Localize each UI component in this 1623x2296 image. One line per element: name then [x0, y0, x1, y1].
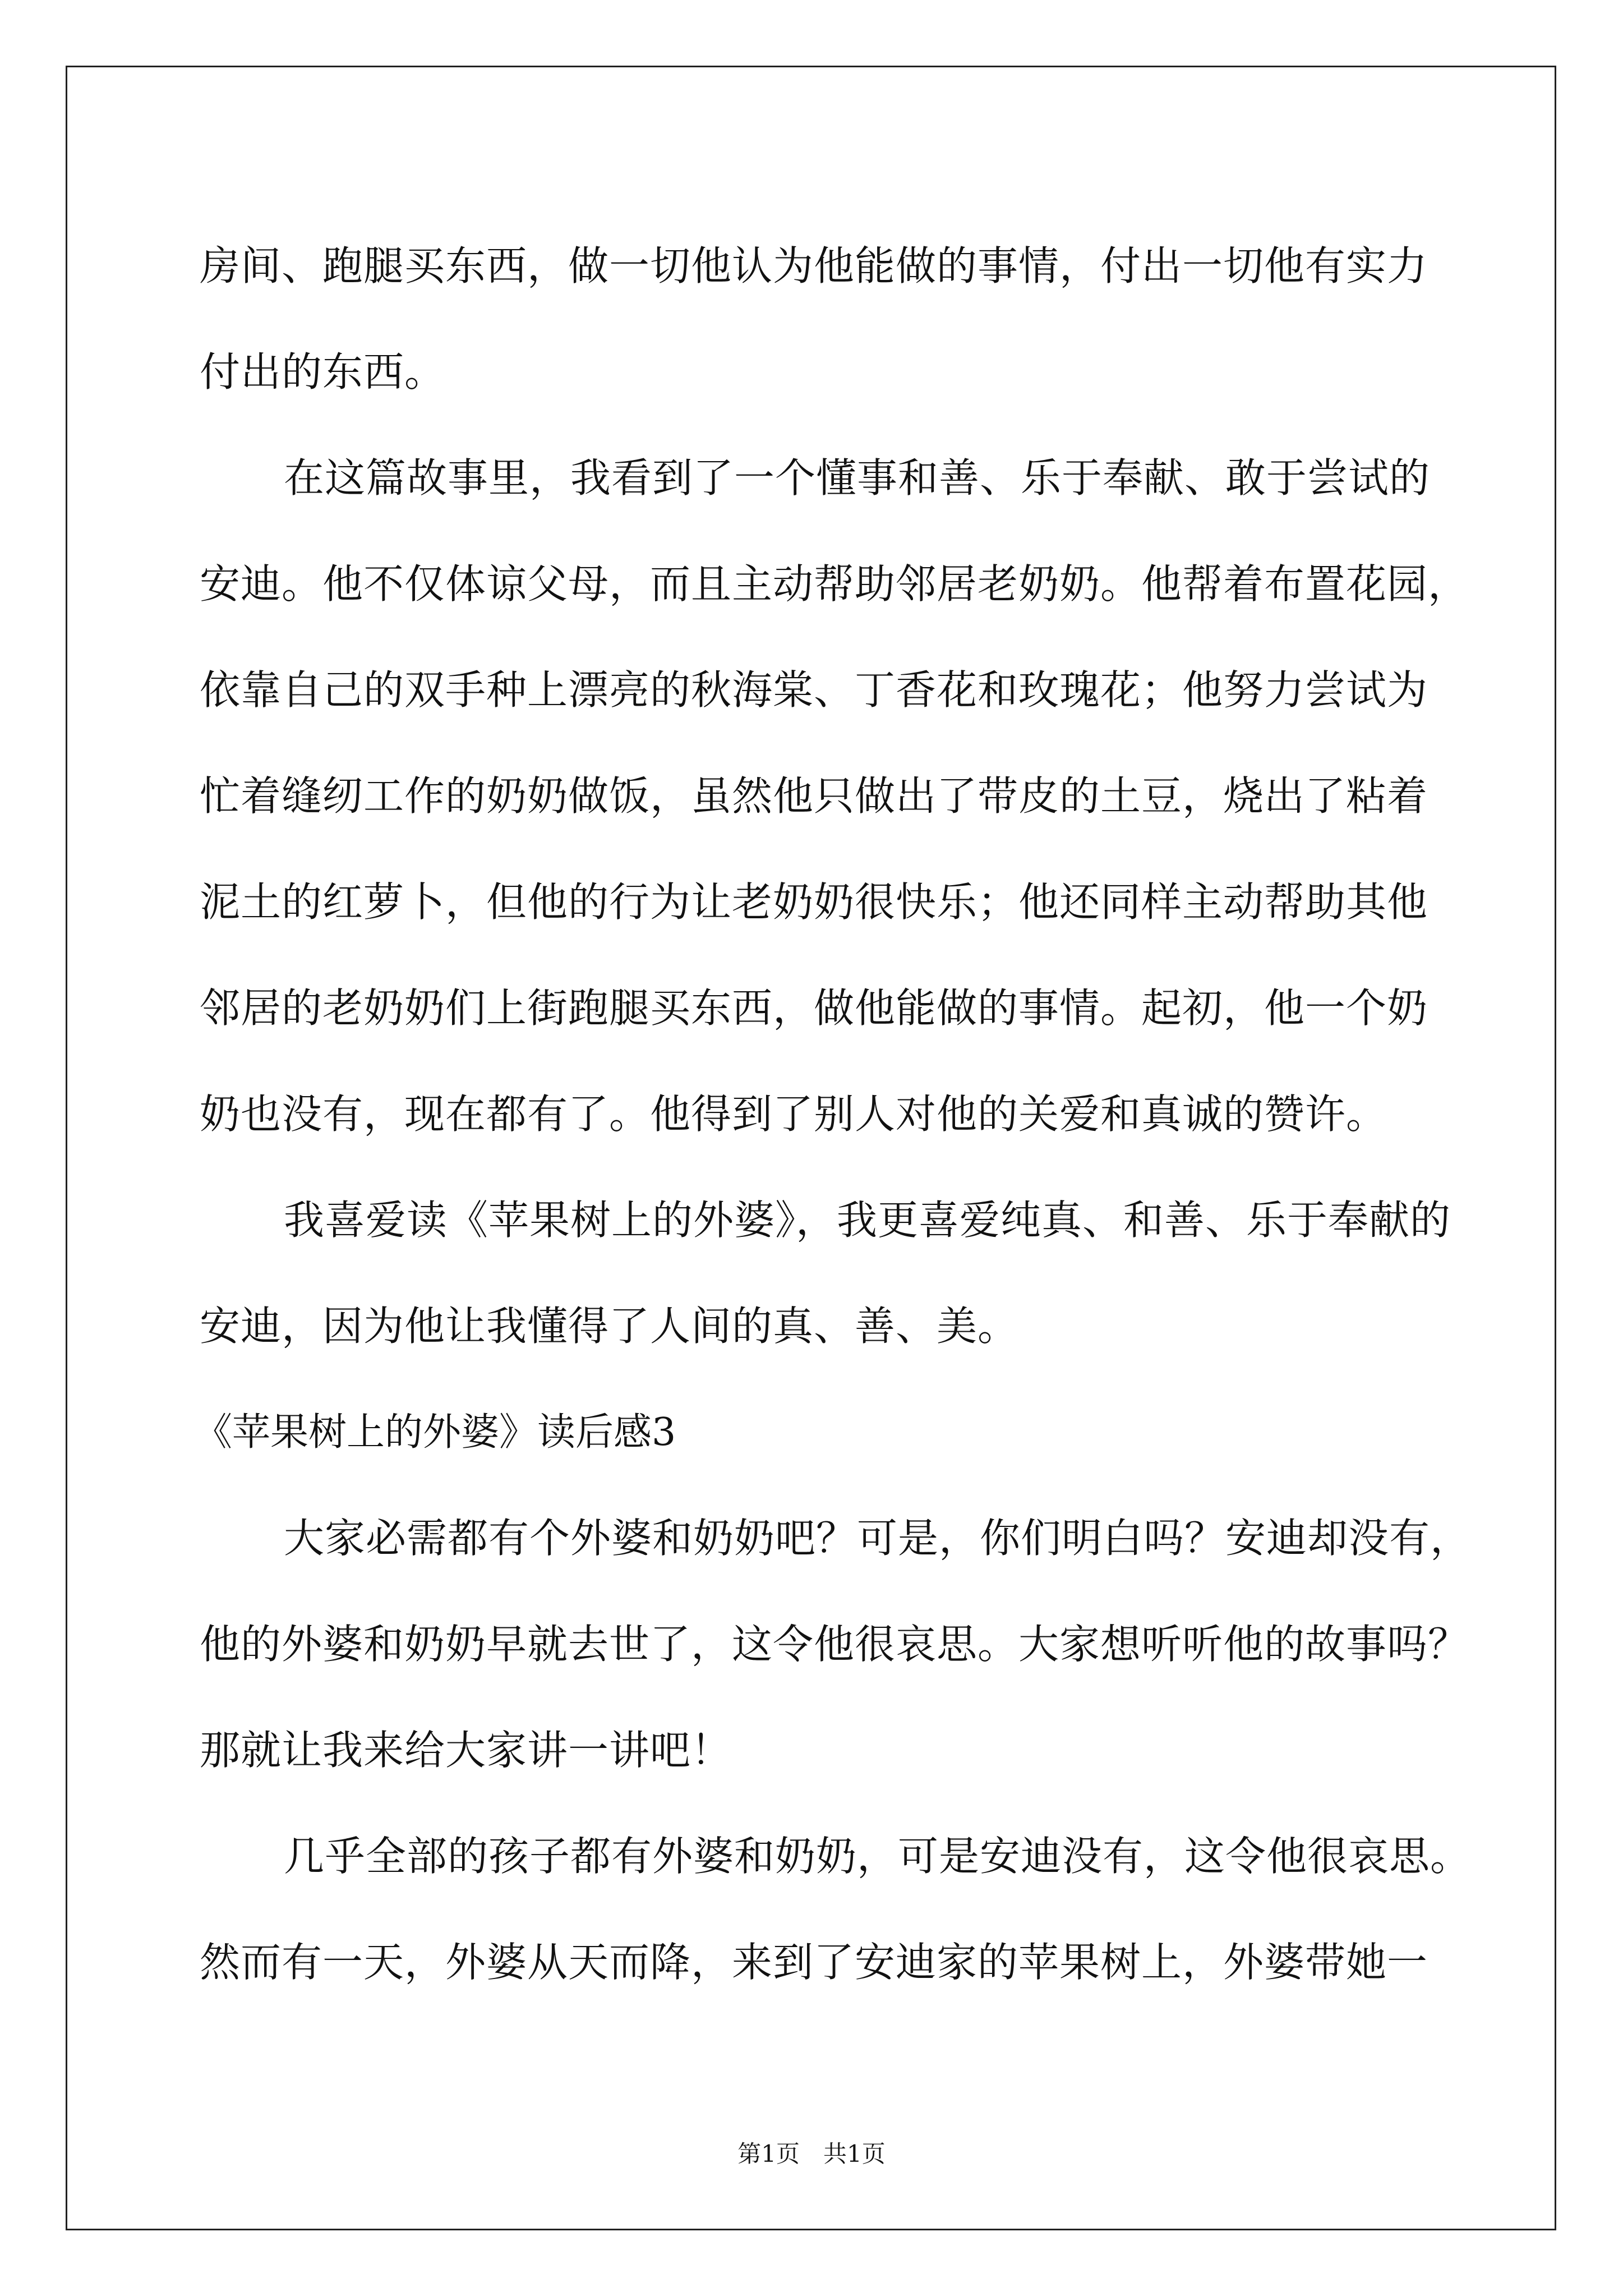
text-line: 大家必需都有个外婆和奶奶吧？可是，你们明白吗？安迪却没有，	[284, 1515, 1472, 1562]
text-line: 我喜爱读《苹果树上的外婆》，我更喜爱纯真、和善、乐于奉献的	[284, 1197, 1451, 1244]
text-line: 奶也没有，现在都有了。他得到了别人对他的关爱和真诚的赞许。	[200, 1091, 1387, 1138]
text-line: 在这篇故事里，我看到了一个懂事和善、乐于奉献、敢于尝试的	[284, 454, 1431, 501]
text-line: 安迪，因为他让我懂得了人间的真、善、美。	[200, 1303, 1019, 1350]
page-number-footer: 第1页 共1页	[737, 2140, 886, 2168]
section-heading: 《苹果树上的外婆》读后感3	[194, 1410, 676, 1455]
text-line: 邻居的老奶奶们上街跑腿买东西，做他能做的事情。起初，他一个奶	[200, 984, 1428, 1032]
text-line: 忙着缝纫工作的奶奶做饭，虽然他只做出了带皮的土豆，烧出了粘着	[200, 772, 1428, 820]
text-line: 几乎全部的孩子都有外婆和奶奶，可是安迪没有，这令他很哀思。	[284, 1833, 1472, 1880]
text-line: 那就让我来给大家讲一讲吧！	[200, 1727, 732, 1774]
text-line: 泥土的红萝卜，但他的行为让老奶奶很快乐；他还同样主动帮助其他	[200, 878, 1428, 926]
document-body	[194, 213, 1472, 2016]
text-line: 他的外婆和奶奶早就去世了，这令他很哀思。大家想听听他的故事吗？	[200, 1621, 1469, 1668]
text-line: 安迪。他不仅体谅父母，而且主动帮助邻居老奶奶。他帮着布置花园，	[200, 560, 1469, 608]
text-line: 然而有一天，外婆从天而降，来到了安迪家的苹果树上，外婆带她一	[200, 1939, 1428, 1986]
text-line: 依靠自己的双手种上漂亮的秋海棠、丁香花和玫瑰花；他努力尝试为	[200, 666, 1428, 714]
text-line: 房间、跑腿买东西，做一切他认为他能做的事情，付出一切他有实力	[200, 242, 1428, 289]
text-line: 付出的东西。	[200, 348, 446, 395]
